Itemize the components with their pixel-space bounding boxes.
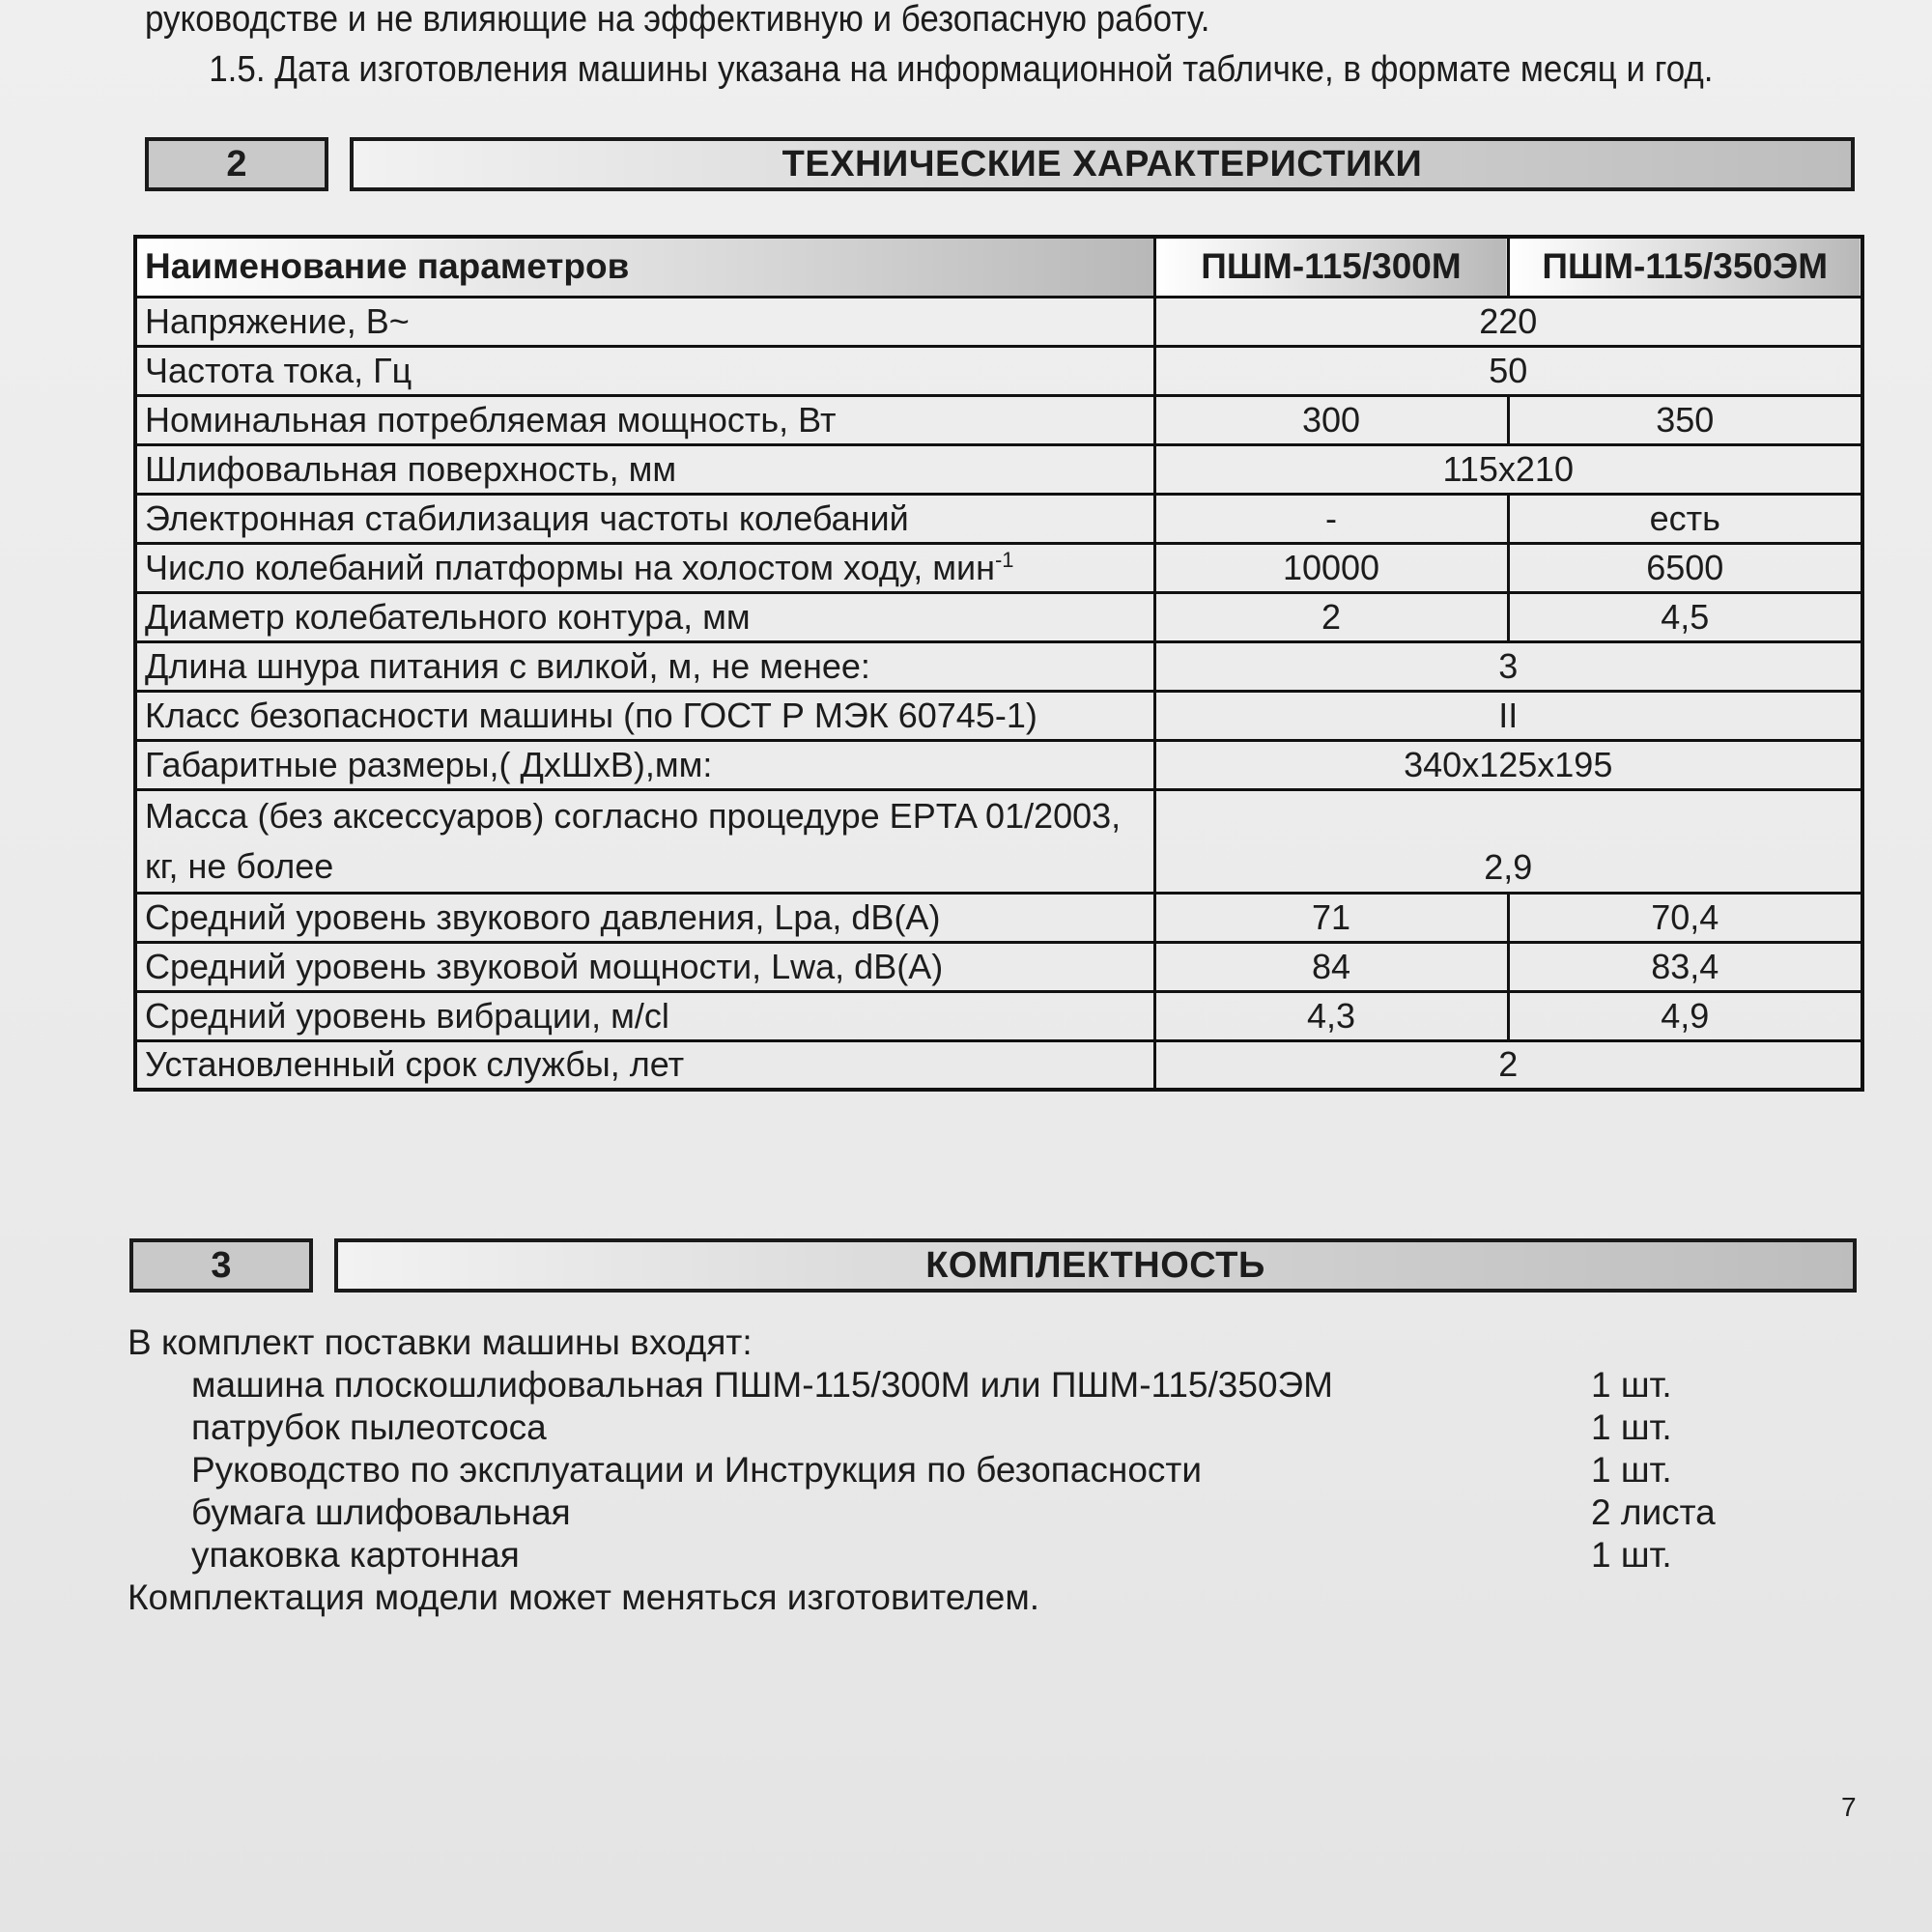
param-value-350em: 70,4 bbox=[1508, 893, 1862, 942]
kit-list bbox=[128, 1364, 1770, 1577]
intro-line-1: руководстве и не влияющие на эффективную и безопасную работу. bbox=[145, 0, 1210, 40]
intro-line-2: 1.5. Дата изготовления машины указана на информационной табличке, в формате месяц и год. bbox=[209, 49, 1714, 90]
page-number: 7 bbox=[1841, 1792, 1857, 1822]
list-item bbox=[128, 1449, 1770, 1492]
list-item bbox=[128, 1492, 1770, 1534]
param-value-300m: 10000 bbox=[1154, 543, 1508, 592]
param-value: II bbox=[1154, 691, 1862, 740]
section-3-title: КОМПЛЕКТНОСТЬ bbox=[334, 1238, 1857, 1293]
kit-item-qty: 1 шт. bbox=[1591, 1365, 1672, 1405]
header-param-name: Наименование параметров bbox=[135, 237, 1154, 297]
param-name: Средний уровень вибрации, м/сl bbox=[135, 991, 1154, 1040]
param-name: Число колебаний платформы на холостом ходу, мин bbox=[145, 547, 995, 587]
spec-table-header-row bbox=[135, 237, 1862, 297]
table-row bbox=[135, 991, 1862, 1040]
param-value-300m: 2 bbox=[1154, 592, 1508, 641]
table-row bbox=[135, 641, 1862, 691]
param-value: 2,9 bbox=[1154, 789, 1862, 893]
table-row bbox=[135, 395, 1862, 444]
param-name: Масса (без аксессуаров) согласно процедуре EPTA 01/2003, кг, не более bbox=[135, 789, 1154, 893]
section-2-header bbox=[145, 137, 1855, 191]
param-name-cell bbox=[135, 543, 1154, 592]
param-value-300m: 71 bbox=[1154, 893, 1508, 942]
table-row bbox=[135, 1040, 1862, 1090]
kit-item-label: Руководство по эксплуатации и Инструкция по безопасности bbox=[191, 1450, 1203, 1490]
param-name: Установленный срок службы, лет bbox=[135, 1040, 1154, 1090]
intro-text bbox=[145, 0, 1884, 95]
param-name: Частота тока, Гц bbox=[135, 346, 1154, 395]
param-value: 50 bbox=[1154, 346, 1862, 395]
header-model-300m: ПШМ-115/300М bbox=[1154, 237, 1508, 297]
kit-item-qty: 1 шт. bbox=[1591, 1407, 1672, 1447]
table-row bbox=[135, 740, 1862, 789]
param-name: Шлифовальная поверхность, мм bbox=[135, 444, 1154, 494]
section-3-number: 3 bbox=[129, 1238, 313, 1293]
table-row bbox=[135, 592, 1862, 641]
table-row bbox=[135, 494, 1862, 543]
table-row bbox=[135, 893, 1862, 942]
list-item bbox=[128, 1534, 1770, 1577]
section-2-number: 2 bbox=[145, 137, 328, 191]
param-name: Средний уровень звукового давления, Lpa, dB(A) bbox=[135, 893, 1154, 942]
param-value: 3 bbox=[1154, 641, 1862, 691]
kit-item-qty: 1 шт. bbox=[1591, 1535, 1672, 1575]
param-value: 115х210 bbox=[1154, 444, 1862, 494]
param-name: Габаритные размеры,( ДхШхВ),мм: bbox=[135, 740, 1154, 789]
param-value-350em: 6500 bbox=[1508, 543, 1862, 592]
kit-item-label: патрубок пылеотсоса bbox=[191, 1407, 547, 1447]
param-value-300m: 84 bbox=[1154, 942, 1508, 991]
param-value-350em: 83,4 bbox=[1508, 942, 1862, 991]
param-value-350em: 350 bbox=[1508, 395, 1862, 444]
table-row bbox=[135, 789, 1862, 893]
table-row bbox=[135, 942, 1862, 991]
param-value-350em: 4,9 bbox=[1508, 991, 1862, 1040]
param-name: Класс безопасности машины (по ГОСТ Р МЭК 60745-1) bbox=[135, 691, 1154, 740]
kit-note: Комплектация модели может меняться изготовителем. bbox=[128, 1577, 1040, 1617]
kit-lead: В комплект поставки машины входят: bbox=[128, 1322, 753, 1362]
kit-contents bbox=[128, 1321, 1770, 1619]
section-3-header bbox=[129, 1238, 1857, 1293]
table-row bbox=[135, 543, 1862, 592]
header-model-350em: ПШМ-115/350ЭМ bbox=[1508, 237, 1862, 297]
param-name: Диаметр колебательного контура, мм bbox=[135, 592, 1154, 641]
param-value-350em: 4,5 bbox=[1508, 592, 1862, 641]
table-row bbox=[135, 444, 1862, 494]
param-value-300m: 4,3 bbox=[1154, 991, 1508, 1040]
param-value: 340х125х195 bbox=[1154, 740, 1862, 789]
table-row bbox=[135, 346, 1862, 395]
list-item bbox=[128, 1364, 1770, 1406]
param-value-300m: - bbox=[1154, 494, 1508, 543]
kit-item-qty: 1 шт. bbox=[1591, 1450, 1672, 1490]
param-value-300m: 300 bbox=[1154, 395, 1508, 444]
kit-item-label: машина плоскошлифовальная ПШМ-115/300М или ПШМ-115/350ЭМ bbox=[191, 1365, 1333, 1405]
param-value: 2 bbox=[1154, 1040, 1862, 1090]
param-value-350em: есть bbox=[1508, 494, 1862, 543]
list-item bbox=[128, 1406, 1770, 1449]
param-name: Электронная стабилизация частоты колебаний bbox=[135, 494, 1154, 543]
kit-item-label: упаковка картонная bbox=[191, 1535, 520, 1575]
section-2-title: ТЕХНИЧЕСКИЕ ХАРАКТЕРИСТИКИ bbox=[350, 137, 1855, 191]
param-name: Напряжение, В~ bbox=[135, 297, 1154, 346]
param-name: Длина шнура питания с вилкой, м, не менее: bbox=[135, 641, 1154, 691]
table-row bbox=[135, 297, 1862, 346]
kit-item-qty: 2 листа bbox=[1591, 1492, 1716, 1532]
kit-item-label: бумага шлифовальная bbox=[191, 1492, 571, 1532]
param-unit-superscript: -1 bbox=[994, 547, 1014, 572]
table-row bbox=[135, 691, 1862, 740]
param-value: 220 bbox=[1154, 297, 1862, 346]
spec-table bbox=[133, 235, 1864, 1092]
param-name: Средний уровень звуковой мощности, Lwa, dB(A) bbox=[135, 942, 1154, 991]
param-name: Номинальная потребляемая мощность, Вт bbox=[135, 395, 1154, 444]
